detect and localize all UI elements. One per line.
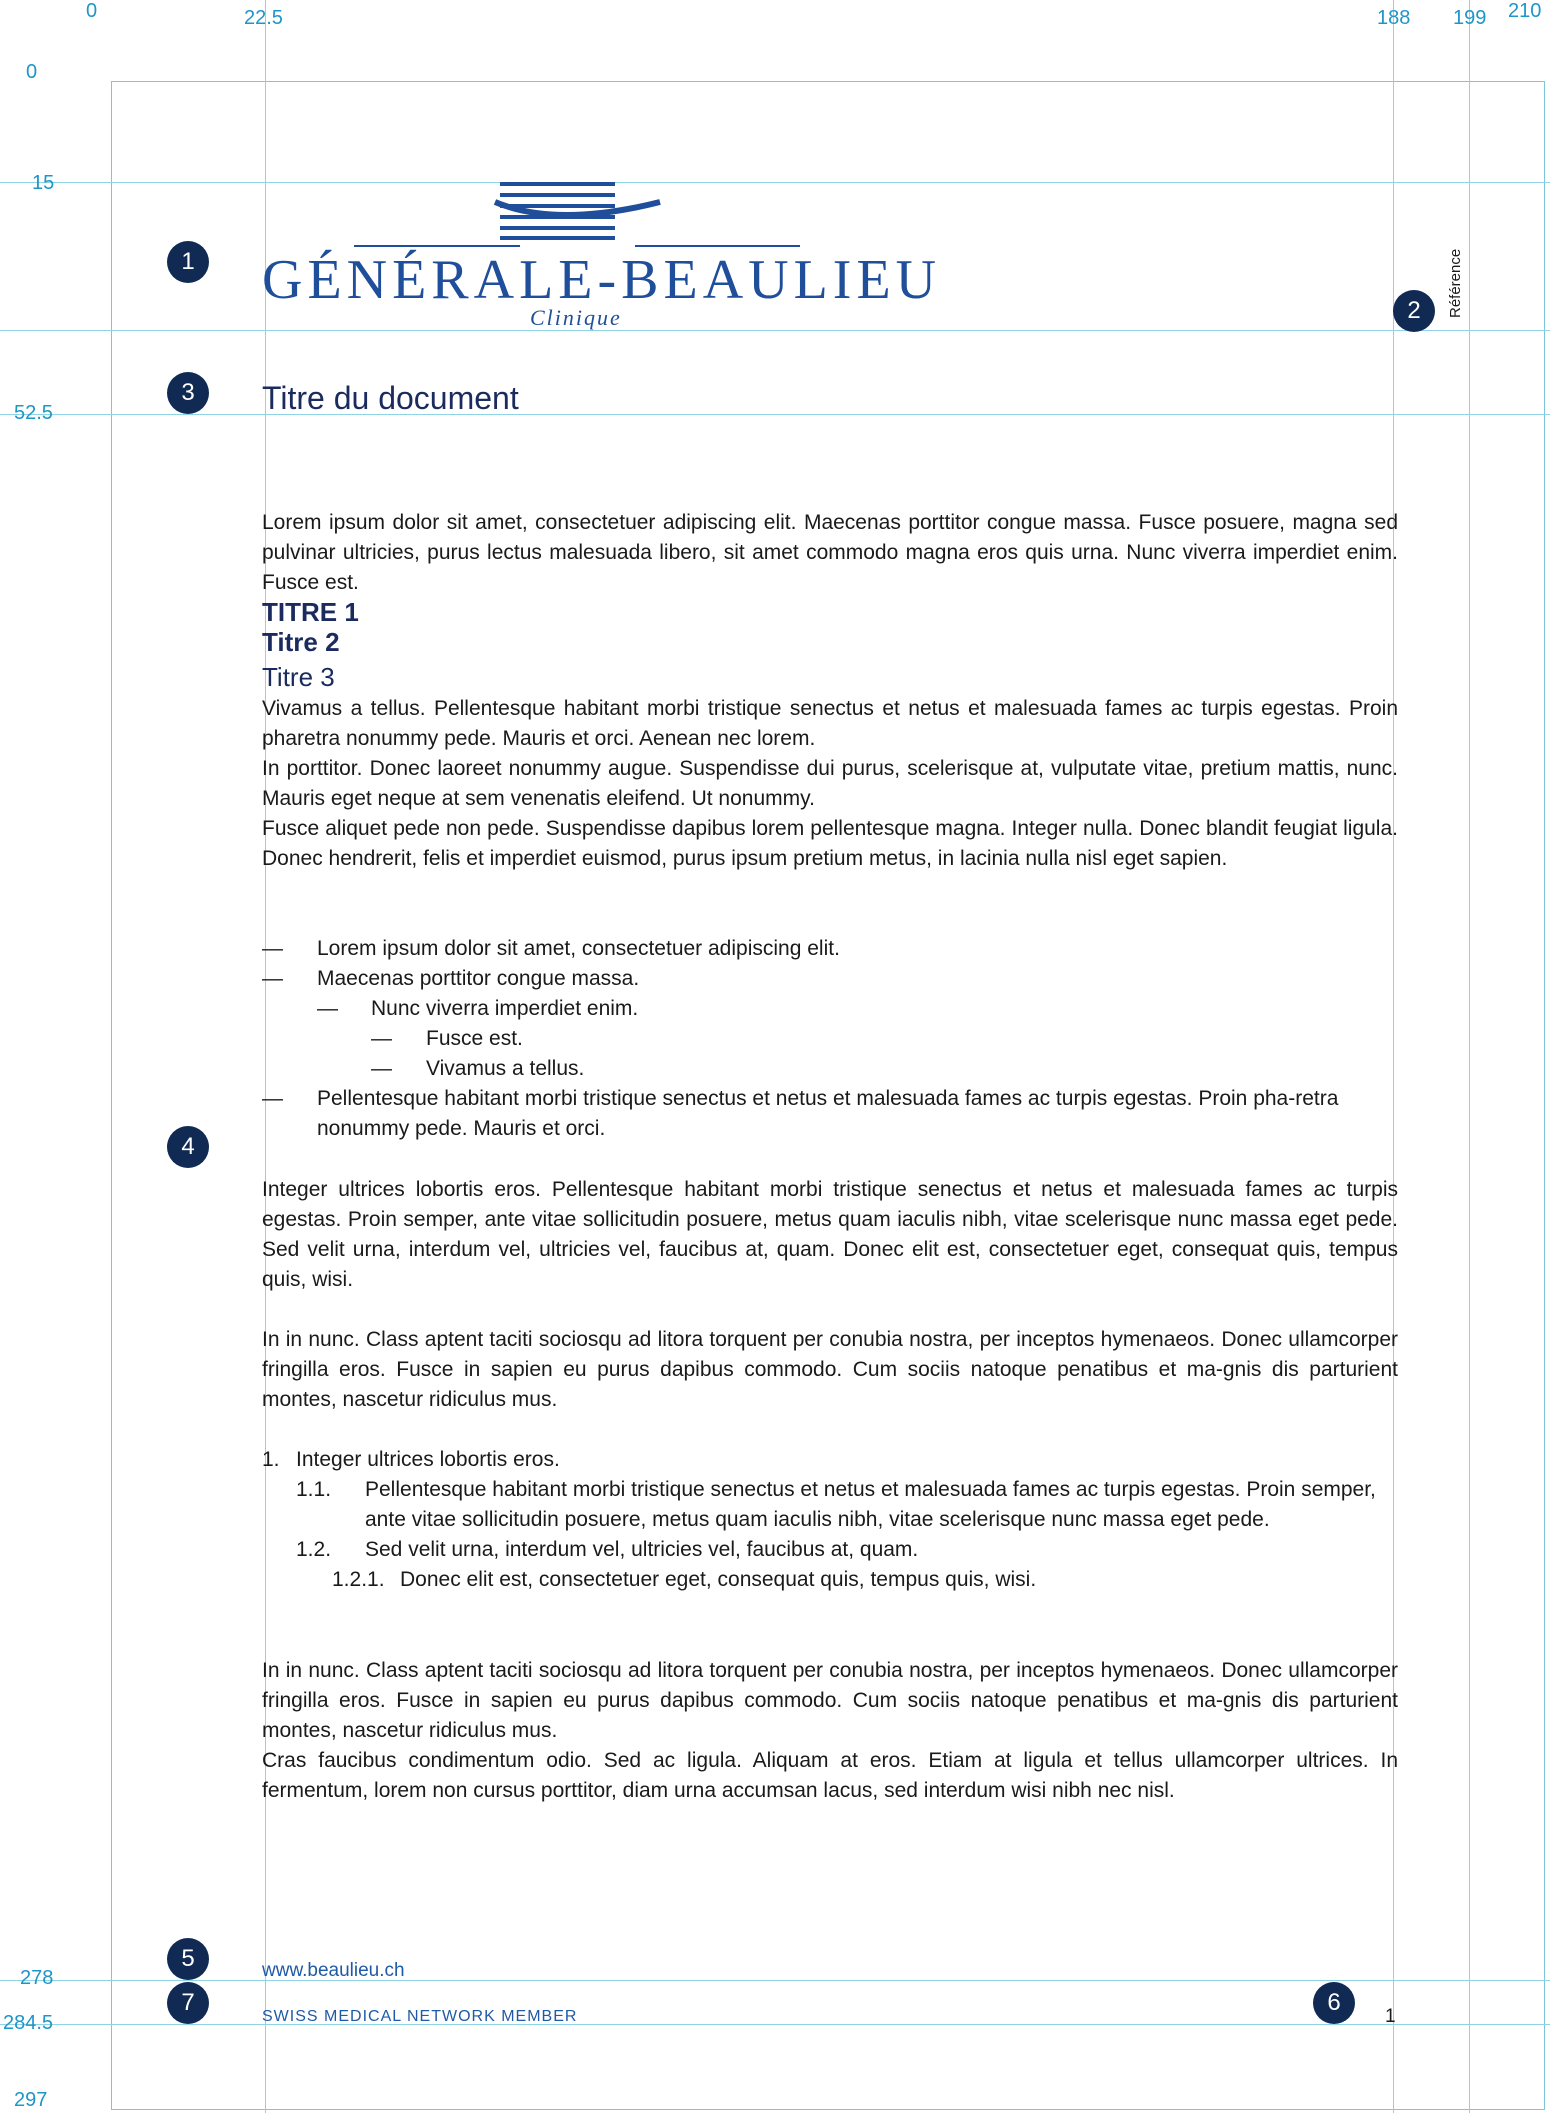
- dash-marker: —: [371, 1057, 392, 1080]
- heading-titre-3: Titre 3: [262, 662, 335, 692]
- ruler-left-52-5: 52.5: [14, 402, 53, 424]
- paragraph-c: [262, 1325, 1398, 1415]
- dash-marker: —: [262, 1087, 283, 1110]
- list-item-text: Pellentesque habitant morbi tristique senectus et netus et malesuada fames ac turpis egestas. Proin semper, ante vitae sollicitudin posuere, metus quam iaculis nibh, vitae scelerisque nunc massa eget pede.: [365, 1478, 1376, 1531]
- paragraph-b-text: Integer ultrices lobortis eros. Pellentesque habitant morbi tristique senectus et netus et malesuada fames ac turpis egestas. Proin semper, ante vitae sollicitudin posuere, metus quam iaculis nibh, vitae scelerisque nunc massa eget pede. Sed velit urna, interdum vel, ultricies vel, faucibus at, quam. Donec elit est, consectetuer eget, consequat quis, tempus quis, wisi.: [262, 1178, 1398, 1291]
- list-item: [262, 934, 1398, 964]
- paragraphs-d: [262, 1656, 1398, 1806]
- ruler-left-297: 297: [14, 2089, 48, 2111]
- list-item: [262, 1565, 1382, 1595]
- dash-list: [262, 934, 1398, 1144]
- guide-52-5: [0, 414, 1550, 415]
- list-item-text: Maecenas porttitor congue massa.: [317, 967, 640, 990]
- paragraph-d-1: In in nunc. Class aptent taciti sociosqu ad litora torquent per conubia nostra, per inceptos hymenaeos. Donec ullamcorper fringilla eros. Fusce in sapien eu purus dapibus commodo. Cum sociis natoque penatibus et ma-gnis dis parturient montes, nascetur ridiculus mus.: [262, 1659, 1398, 1742]
- marker-5: 5: [167, 1938, 209, 1980]
- ruler-top-22-5: 22.5: [244, 7, 283, 29]
- footer-network-label: SWISS MEDICAL NETWORK MEMBER: [262, 2008, 578, 2025]
- footer-website-link[interactable]: www.beaulieu.ch: [262, 1960, 405, 1981]
- list-item: [262, 1054, 1398, 1084]
- ruler-top-210: 210: [1508, 0, 1542, 22]
- paragraph-intro-text: Lorem ipsum dolor sit amet, consectetuer adipiscing elit. Maecenas porttitor congue massa. Fusce posuere, magna sed pulvinar ultricies, purus lectus malesuada libero, sit amet commodo magna eros quis urna. Nunc viverra imperdiet enim. Fusce est.: [262, 511, 1398, 594]
- logo-name: GÉNÉRALE-BEAULIEU: [262, 249, 942, 311]
- list-item: [262, 1535, 1382, 1565]
- list-item: [262, 1445, 1382, 1475]
- logo-subtitle: Clinique: [530, 305, 622, 330]
- paragraph-intro: [262, 508, 1398, 598]
- list-item-text: Vivamus a tellus.: [426, 1057, 585, 1080]
- ruler-top-188: 188: [1377, 7, 1411, 29]
- marker-2: 2: [1393, 290, 1435, 332]
- paragraph-b: [262, 1175, 1398, 1295]
- paragraph-a-3: Fusce aliquet pede non pede. Suspendisse dapibus lorem pellentesque magna. Integer nulla. Donec blandit feugiat ligula. Donec hendrerit, felis et imperdiet euismod, purus ipsum pretium metus, in lacinia nulla nisl eget sapien.: [262, 817, 1398, 870]
- ruler-top-199: 199: [1453, 7, 1487, 29]
- document-title: Titre du document: [262, 380, 519, 416]
- logo-emblem-icon: [350, 178, 810, 252]
- numbered-list: [262, 1445, 1382, 1595]
- list-number: 1.2.: [296, 1538, 332, 1561]
- paragraphs-a: [262, 694, 1398, 874]
- paragraph-a-1: Vivamus a tellus. Pellentesque habitant morbi tristique senectus et netus et malesuada fames ac turpis egestas. Proin pharetra nonummy pede. Mauris et orci. Aenean nec lorem.: [262, 697, 1398, 750]
- list-item-text: Donec elit est, consectetuer eget, consequat quis, tempus quis, wisi.: [400, 1568, 1037, 1591]
- marker-6: 6: [1313, 1982, 1355, 2024]
- guide-logo-bottom: [0, 330, 1550, 331]
- list-item: [262, 1024, 1398, 1054]
- list-item-text: Pellentesque habitant morbi tristique senectus et netus et malesuada fames ac turpis egestas. Proin pha-retra nonummy pede. Mauris et orci.: [317, 1087, 1339, 1140]
- marker-3: 3: [167, 372, 209, 414]
- list-item-text: Fusce est.: [426, 1027, 523, 1050]
- ruler-left-15: 15: [32, 172, 55, 194]
- list-item-text: Integer ultrices lobortis eros.: [296, 1448, 560, 1471]
- page-number: 1: [1385, 2006, 1396, 2027]
- ruler-left-0: 0: [26, 61, 38, 83]
- dash-marker: —: [262, 967, 283, 990]
- dash-marker: —: [262, 937, 283, 960]
- marker-4: 4: [167, 1126, 209, 1168]
- guide-278: [0, 1980, 1550, 1981]
- list-item-text: Lorem ipsum dolor sit amet, consectetuer adipiscing elit.: [317, 937, 840, 960]
- list-item: [262, 1084, 1398, 1144]
- dash-marker: —: [371, 1027, 392, 1050]
- ruler-top-0: 0: [86, 0, 98, 22]
- heading-titre-1: TITRE 1: [262, 597, 359, 627]
- list-item: [262, 964, 1398, 994]
- list-item: [262, 994, 1398, 1024]
- ruler-left-284-5: 284.5: [3, 2012, 54, 2034]
- list-item: [262, 1475, 1382, 1535]
- reference-label: Référence: [1447, 248, 1464, 318]
- paragraph-d-2: Cras faucibus condimentum odio. Sed ac ligula. Aliquam at eros. Etiam at ligula et tellus ullamcorper ultrices. In fermentum, lorem non cursus porttitor, diam urna accumsan lacus, sed interdum wisi nibh nec nisl.: [262, 1749, 1398, 1802]
- list-item-text: Nunc viverra imperdiet enim.: [371, 997, 639, 1020]
- marker-1: 1: [167, 241, 209, 283]
- list-number: 1.2.1.: [332, 1568, 385, 1591]
- paragraph-c-text: In in nunc. Class aptent taciti sociosqu ad litora torquent per conubia nostra, per inceptos hymenaeos. Donec ullamcorper fringilla eros. Fusce in sapien eu purus dapibus commodo. Cum sociis natoque penatibus et ma-gnis dis parturient montes, nascetur ridiculus mus.: [262, 1328, 1398, 1411]
- guide-reference-column: [1469, 0, 1470, 2113]
- marker-7: 7: [167, 1982, 209, 2024]
- guide-284-5: [0, 2024, 1550, 2025]
- dash-marker: —: [317, 997, 338, 1020]
- list-number: 1.: [262, 1448, 280, 1471]
- paragraph-a-2: In porttitor. Donec laoreet nonummy augue. Suspendisse dui purus, scelerisque at, vulputate vitae, pretium mattis, nunc. Mauris eget neque at sem venenatis eleifend. Ut nonummy.: [262, 757, 1398, 810]
- list-number: 1.1.: [296, 1478, 332, 1501]
- list-item-text: Sed velit urna, interdum vel, ultricies vel, faucibus at, quam.: [365, 1538, 919, 1561]
- ruler-left-278: 278: [20, 1967, 54, 1989]
- heading-titre-2: Titre 2: [262, 627, 340, 657]
